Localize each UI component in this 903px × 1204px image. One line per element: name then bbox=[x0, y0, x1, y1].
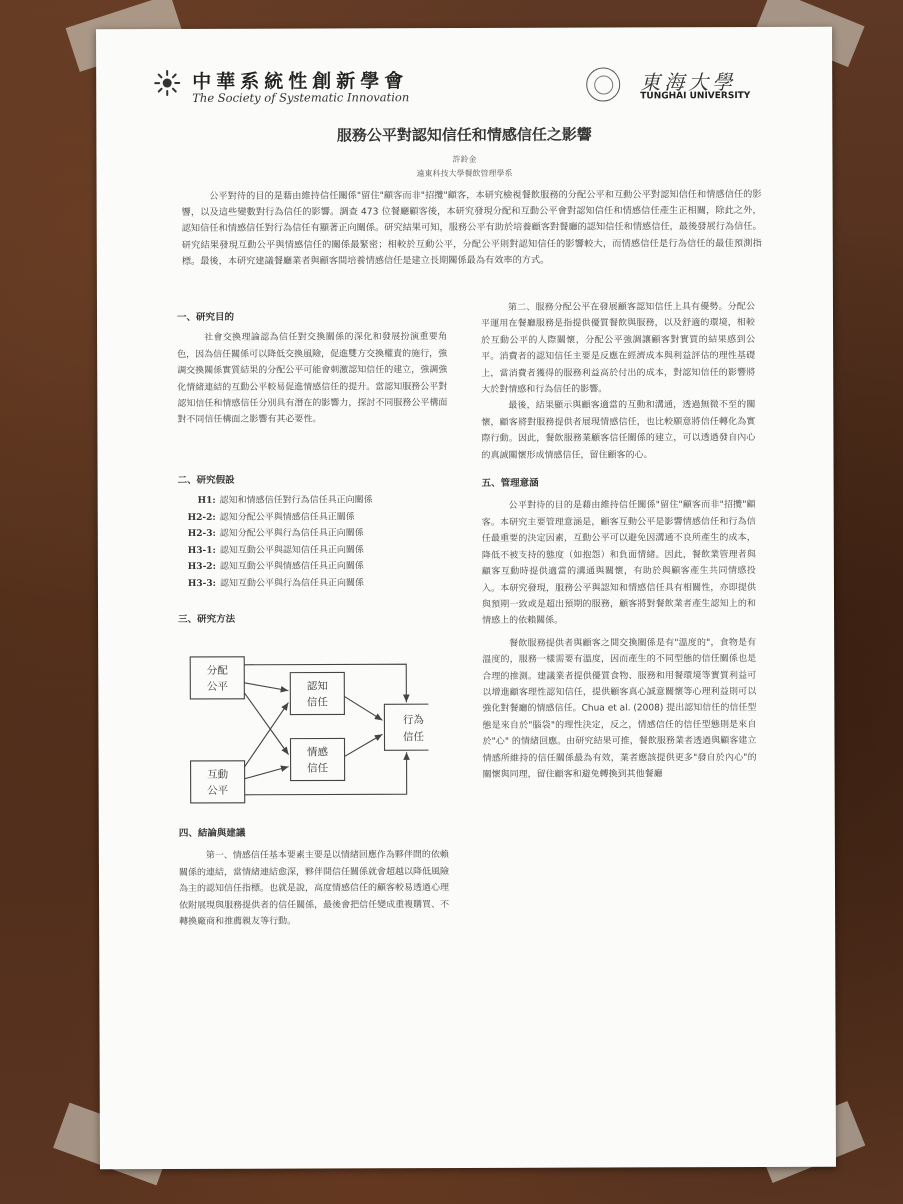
section-heading-method: 三、研究方法 bbox=[178, 613, 236, 626]
society-name-cn: 中華系統性創新學會 bbox=[192, 70, 409, 93]
right-column bbox=[481, 299, 757, 783]
conclusion-body-second: 第二、服務分配公平在發展顧客認知信任上具有優勢。分配公平運用在餐廳服務是指提供優質餐飲與服務，以及舒適的環境，相較於互動公平的人際關懷，分配公平強調讓顧客對實質的結果感到公平。消費者的認知信任主要是反應在經濟成本與利益評估的理性基礎上，當消費者獲得的服務利益高於付出的成本，對認知信任的影響將大於對情感和行為信任的影響。 bbox=[481, 301, 756, 395]
arrow-dist-aff bbox=[244, 693, 288, 755]
section-heading-hypotheses: 二、研究假設 bbox=[177, 474, 235, 487]
hypothesis-section bbox=[178, 472, 448, 592]
section-heading-conclusion: 四、結論與建議 bbox=[178, 827, 246, 840]
research-model-diagram bbox=[178, 644, 429, 815]
label-interactional-2: 公平 bbox=[207, 784, 229, 797]
implications-body-1: 公平對待的目的是藉由維持信任關係"留住"顧客而非"招攬"顧客。本研究主要管理意涵是，顧客互動公平是影響情感信任和行為信任最重要的決定因素，互動公平可以避免因溝通不良所產生的成本，降低不被支持的態度（如抱怨）和負面情緒。因此，餐飲業管理者與顧客互動時提供適當的溝通與關懷，有助於與顧客產生共同情感投入。本研究發現，服務公平與認知和情感信任具有相關性，亦即提供與預期一致或是超出預期的服務，顧客將對餐飲業者產生認知上的和情感上的依賴關係。 bbox=[481, 500, 757, 627]
hypothesis-list bbox=[178, 492, 448, 592]
label-distributive-1: 分配 bbox=[206, 664, 228, 677]
left-column bbox=[177, 309, 447, 429]
hypothesis-item: H2-2: 認知分配公平與情感信任具正關係 bbox=[187, 512, 355, 523]
hypothesis-item: H1: 認知和情感信任對行為信任具正向關係 bbox=[197, 495, 373, 507]
section-heading-implications: 五、管理意涵 bbox=[481, 477, 539, 490]
hypothesis-item: H2-3: 認知分配公平與行為信任具正向關係 bbox=[187, 528, 364, 540]
society-name-en: The Society of Systematic Innovation bbox=[192, 90, 410, 105]
label-behavioral-1: 行為 bbox=[402, 714, 424, 727]
section-body-purpose: 社會交換理論認為信任對交換關係的深化和發展扮演重要角色，因為信任關係可以降低交換風險，促進雙方交換權責的施行，強調交換關係實質結果的分配公平可能會刺激認知信任的建立，強調強化情緒連結的互動公平較易促進情感信任的提升。當認知服務公平對認知信任和情感信任分別具有潛在的影響力，探討不同服務公平構面對不同信任構面之影響有其必要性。 bbox=[177, 332, 448, 426]
paper-title: 服務公平對認知信任和情感信任之影響 bbox=[336, 125, 592, 145]
poster-sheet bbox=[96, 27, 836, 1170]
arrow-cog-beh bbox=[344, 696, 382, 720]
hypothesis-item: H3-1: 認知互動公平與認知信任具正向關係 bbox=[187, 545, 364, 556]
abstract: 公平對待的目的是藉由維持信任關係"留住"顧客而非"招攬"顧客，本研究檢視餐飲服務的分配公平和互動公平對認知信任和情感信任的影響，以及這些變數對行為信任的影響。調查 473 位餐廳顧客後，本研究發現分配和互動公平會對認知信任和情感信任產生正相關，除此之外，認知信任和情感信任對行為信任有顯著正向關係。研究結果可知，服務公平有助於培養顧客對餐廳的認知信任和情感信任，最後發展行為信任。研究結果發現互動公平與情感信任的關係最緊密；相較於互動公平，分配公平則對認知信任的影響較大，而情感信任是行為信任的最佳預測指標。最後，本研究建議餐廳業者與顧客間培養情感信任是建立長期關係最為有效率的方式。 bbox=[181, 188, 762, 267]
paper-affiliation: 遠東科技大學餐飲管理學系 bbox=[416, 168, 513, 179]
label-interactional-1: 互動 bbox=[207, 768, 229, 781]
label-behavioral-2: 信任 bbox=[402, 731, 425, 744]
arrow-dist-cog bbox=[244, 683, 288, 691]
arrow-int-cog bbox=[244, 703, 288, 767]
hypothesis-item: H3-3: 認知互動公平與行為信任具正向關係 bbox=[187, 578, 364, 589]
university-seal-icon bbox=[586, 67, 620, 101]
method-section bbox=[178, 611, 448, 628]
label-cognitive-2: 信任 bbox=[306, 696, 328, 709]
conclusion-body-last: 最後，結果顯示與顧客適當的互動和溝通，透過無微不至的關懷，顧客將對服務提供者展現情感信任，也比較願意將信任轉化為實際行動。因此，餐飲服務業顧客信任關係的建立，可以透過發自內心的真誠關懷形成情感信任，留住顧客的心。 bbox=[481, 400, 756, 461]
label-distributive-2: 公平 bbox=[206, 680, 228, 693]
arrow-int-aff bbox=[245, 767, 289, 779]
implications-body-2: 餐飲服務提供者與顧客之間交換關係是有"溫度的"，食物是有溫度的，服務一樣需要有溫度，因而產生的不同型態的信任關係也是合理的推測。建議業者提供優質食物、服務和用餐環境等實質利益可以增進顧客理性認知信任，提供顧客真心誠意關懷等心理利益則可以強化對餐廳的情感信任。Chua et al. (2008) 提出認知信任的信任型態是來自於"腦袋"的理性決定，反之，情感信任的信任型態則是來自於"心" 的情緒回應。由研究結果可推，餐飲服務業者透過與顧客建立情感所維持的信任關係最為有效，業者應該提供更多"發自於內心"的關懷與同理，留住顧客和避免轉換到其他餐廳 bbox=[482, 637, 757, 780]
label-affective-2: 信任 bbox=[307, 762, 329, 775]
box-behavioral-trust bbox=[384, 704, 428, 750]
sun-icon bbox=[152, 69, 182, 99]
label-cognitive-1: 認知 bbox=[306, 680, 328, 693]
university-name-en: TUNGHAI UNIVERSITY bbox=[640, 91, 751, 102]
university-name-cn: 東海大學 bbox=[640, 70, 737, 95]
section-heading-purpose: 一、研究目的 bbox=[176, 311, 235, 324]
paper-author: 許鈴金 bbox=[452, 154, 477, 165]
hypothesis-item: H3-2: 認知互動公平與情感信任具正向關係 bbox=[187, 561, 364, 573]
section-body-conclusion: 第一、情感信任基本要素主要是以情緒回應作為夥伴間的依賴關係的連結，當情緒連結愈深，夥伴間信任關係就會超越以降低風險為主的認知信任指標。也就是說，高度情感信任的顧客較易透過心理依附展現與服務提供者的信任關係，最後會把信任變成重複購買、不轉換廠商和推薦親友等行動。 bbox=[178, 850, 450, 928]
university-logo bbox=[586, 67, 766, 104]
arrow-aff-beh bbox=[344, 734, 382, 756]
conclusion-section bbox=[179, 825, 449, 930]
label-affective-1: 情感 bbox=[307, 746, 329, 759]
